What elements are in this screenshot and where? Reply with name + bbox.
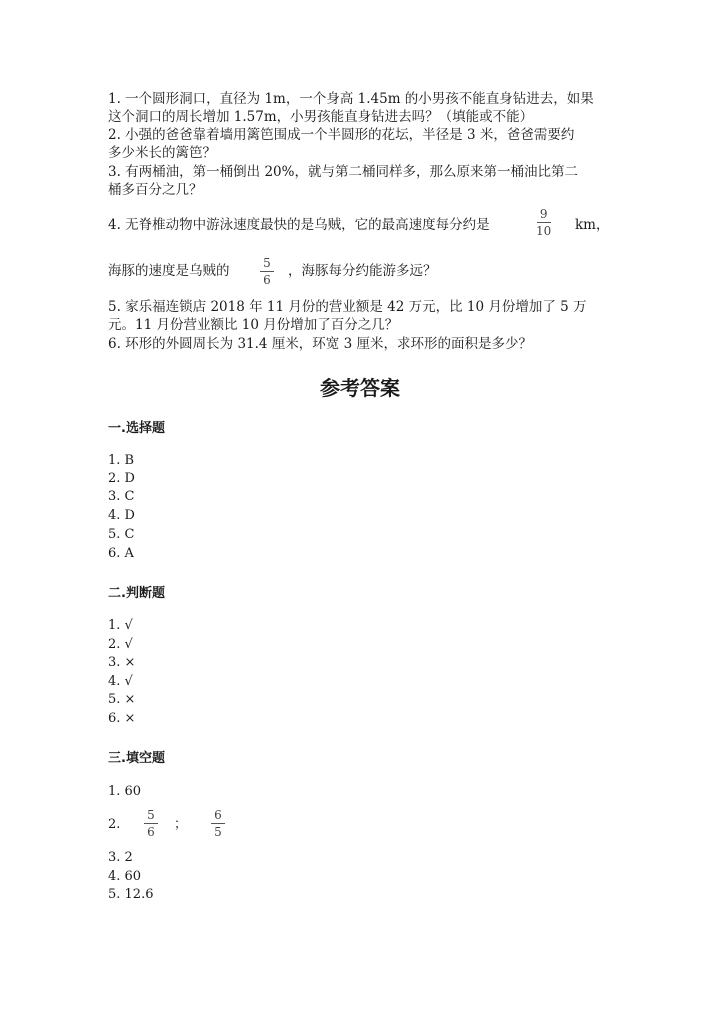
section-2-answer: 1. √: [108, 618, 133, 633]
section-2-title: 二.判断题: [108, 586, 165, 601]
question-2-line-2: 多少米长的篱笆？: [108, 145, 216, 161]
fraction-denominator: 6: [147, 825, 155, 839]
answers-title: 参考答案: [320, 376, 400, 400]
question-5-line-1: 5. 家乐福连锁店 2018 年 11 月份的营业额是 42 万元，比 10 月份增加了 5 万: [108, 299, 587, 315]
section-3-answer: 1. 60: [108, 784, 142, 799]
fraction-denominator: 6: [263, 273, 271, 287]
question-6-line-1: 6. 环形的外圆周长为 31.4 厘米，环宽 3 厘米，求环形的面积是多少？: [108, 336, 532, 352]
question-2-line-1: 2. 小强的爸爸靠着墙用篱笆围成一个半圆形的花坛，半径是 3 米，爸爸需要约: [108, 127, 575, 143]
section-3-title: 三.填空题: [108, 751, 165, 766]
fraction-bar: [260, 271, 274, 272]
section-3-answer-2-fraction-1: [144, 809, 158, 838]
section-1-answer: 2. D: [108, 471, 135, 486]
section-2-answer: 3. ×: [108, 655, 136, 670]
section-3-answer-2-separator: ；: [174, 817, 188, 832]
section-2-answer: 5. ×: [108, 692, 136, 707]
section-1-answer: 4. D: [108, 508, 135, 523]
section-1-title: 一.选择题: [108, 421, 165, 436]
section-2-answer: 6. ×: [108, 711, 136, 726]
question-4b-fraction: [260, 257, 274, 286]
section-3-answer-2-fraction-2: [211, 809, 225, 838]
question-4-fraction: [536, 208, 551, 237]
question-3-line-1: 3. 有两桶油，第一桶倒出 20%，就与第二桶同样多，那么原来第一桶油比第二: [108, 164, 578, 180]
section-3-answer: 5. 12.6: [108, 887, 154, 902]
fraction-bar: [211, 823, 225, 824]
question-4b-text-2: ，海豚每分约能游多远？: [288, 263, 437, 279]
section-1-answer: 1. B: [108, 453, 135, 468]
fraction-denominator: 10: [536, 224, 552, 238]
question-1-line-1: 1. 一个圆形洞口，直径为 1m，一个身高 1.45m 的小男孩不能直身钻进去，如果: [108, 91, 594, 107]
section-2-answer: 4. √: [108, 674, 133, 689]
fraction-numerator: 5: [147, 808, 155, 822]
question-3-line-2: 桶多百分之几？: [108, 182, 203, 198]
section-1-answer: 6. A: [108, 546, 134, 561]
section-3-answer: 4. 60: [108, 869, 142, 884]
fraction-denominator: 5: [214, 825, 222, 839]
section-1-answer: 5. C: [108, 527, 135, 542]
fraction-numerator: 6: [214, 808, 222, 822]
fraction-numerator: 9: [539, 207, 548, 221]
fraction-bar: [537, 222, 551, 223]
question-4-unit: km，: [575, 217, 610, 233]
question-4-text: 4. 无脊椎动物中游泳速度最快的是乌贼，它的最高速度每分约是: [108, 217, 490, 233]
question-4b-text: 海豚的速度是乌贼的: [108, 263, 230, 279]
section-3-answer-2-label: 2.: [108, 817, 121, 832]
section-2-answer: 2. √: [108, 637, 133, 652]
question-5-line-2: 元。11 月份营业额比 10 月份增加了百分之几？: [108, 317, 399, 333]
section-1-answer: 3. C: [108, 489, 135, 504]
fraction-bar: [144, 823, 158, 824]
section-3-answer: 3. 2: [108, 850, 133, 865]
question-1-line-2: 这个洞口的周长增加 1.57m，小男孩能直身钻进去吗？（填能或不能）: [108, 109, 534, 125]
fraction-numerator: 5: [263, 256, 271, 270]
